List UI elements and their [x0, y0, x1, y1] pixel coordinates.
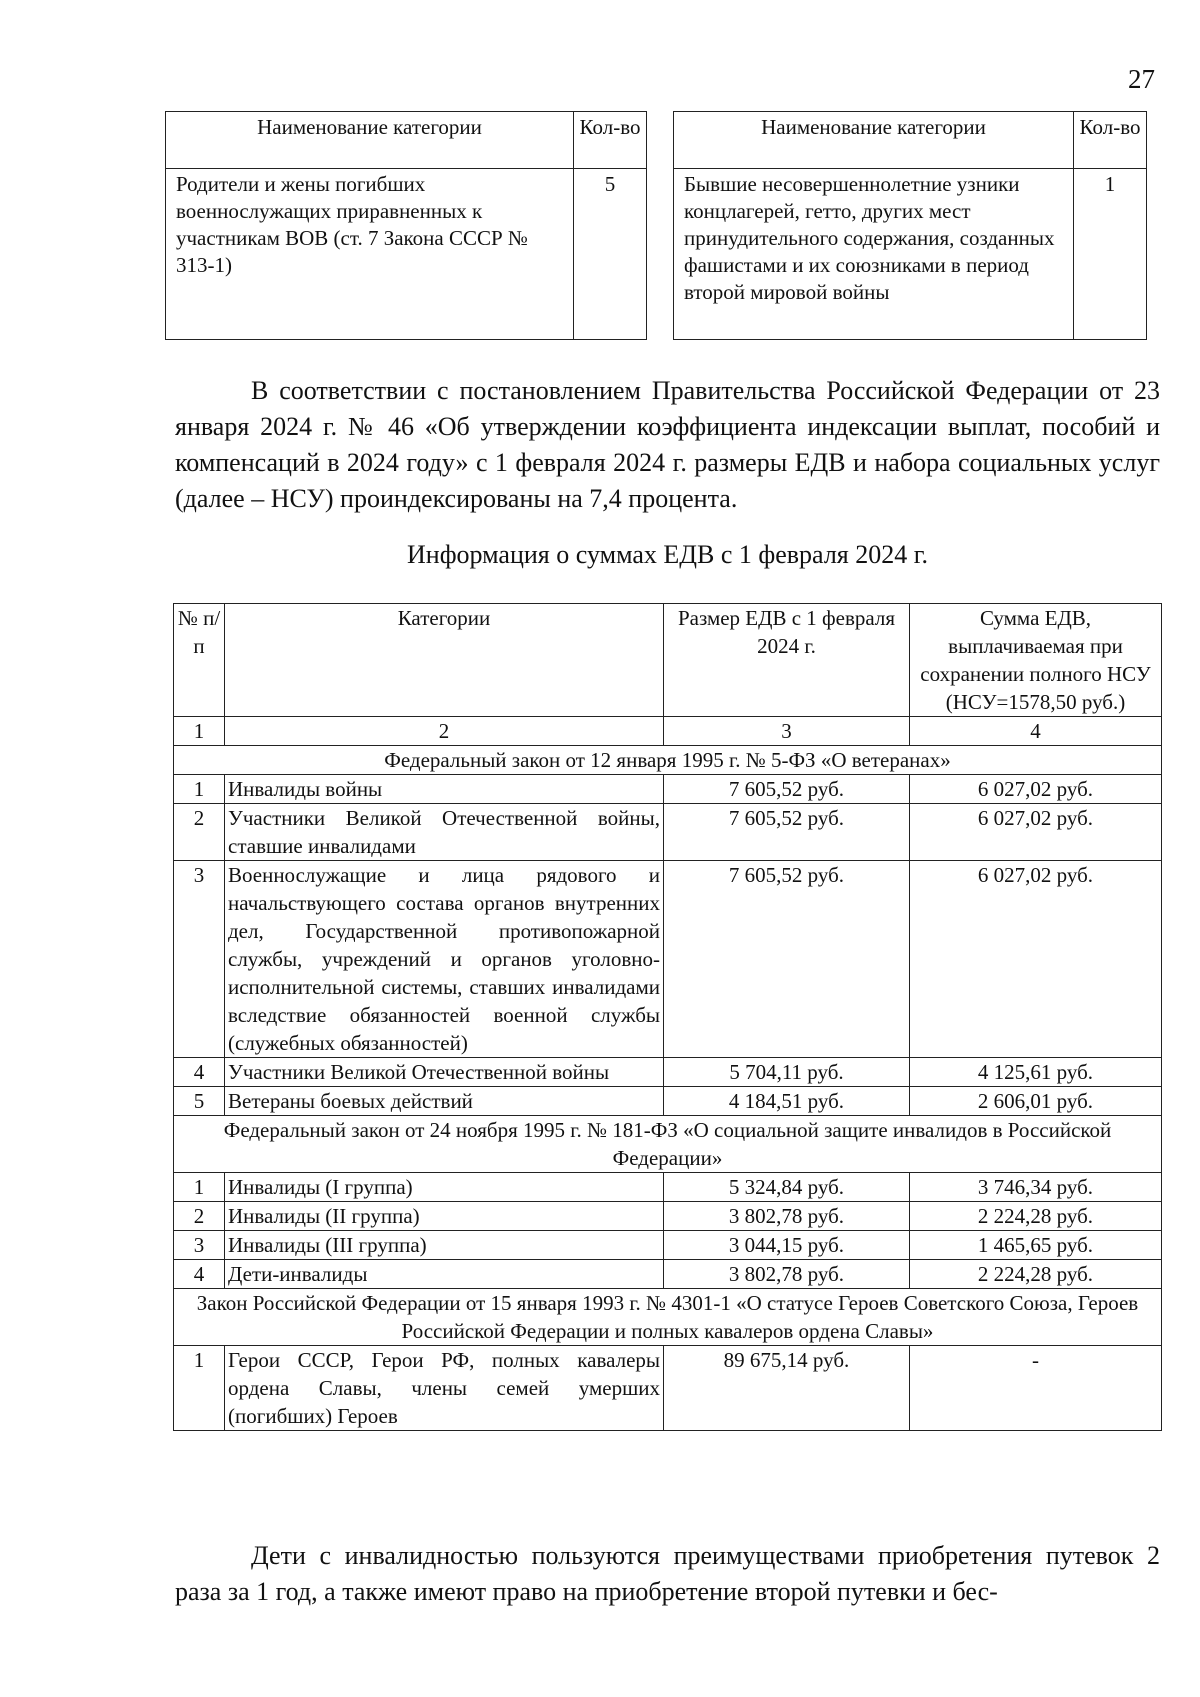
- section-row: [174, 1116, 1162, 1173]
- table-row: [174, 1087, 1162, 1116]
- row-amount-nsu: 6 027,02 руб.: [910, 861, 1162, 1058]
- table-row: [174, 1173, 1162, 1202]
- row-number: 2: [174, 804, 225, 861]
- row-number: 1: [174, 775, 225, 804]
- row-number: 3: [174, 1231, 225, 1260]
- row-amount: 89 675,14 руб.: [664, 1346, 910, 1431]
- section-row: [174, 1289, 1162, 1346]
- row-category: Военнослужащие и лица рядового и начальствующего состава органов внутренних дел, Государственной противопожарной службы, учреждений и органов уголовно-исполнительной системы, ставших инвалидами вследствие обязанностей военной службы (служебных обязанностей): [225, 861, 664, 1058]
- table-row: [174, 775, 1162, 804]
- qty-cell: 5: [574, 169, 647, 340]
- section-title: Закон Российской Федерации от 15 января 1993 г. № 4301-1 «О статусе Героев Советского Союза, Героев Российской Федерации и полных кавалеров ордена Славы»: [174, 1289, 1162, 1346]
- row-number: 1: [174, 1346, 225, 1431]
- row-amount: 4 184,51 руб.: [664, 1087, 910, 1116]
- edv-table: [173, 603, 1162, 1431]
- row-category: Инвалиды (III группа): [225, 1231, 664, 1260]
- row-amount-nsu: 6 027,02 руб.: [910, 804, 1162, 861]
- row-number: 4: [174, 1058, 225, 1087]
- header-category: Категории: [225, 604, 664, 717]
- table-row: [174, 804, 1162, 861]
- header-category: Наименование категории: [166, 112, 574, 169]
- row-number: 2: [174, 1202, 225, 1231]
- section-title: Федеральный закон от 12 января 1995 г. № 5-ФЗ «О ветеранах»: [174, 746, 1162, 775]
- row-category: Инвалиды (I группа): [225, 1173, 664, 1202]
- column-number: 1: [174, 717, 225, 746]
- indexation-paragraph: В соответствии с постановлением Правительства Российской Федерации от 23 января 2024 г. № 46 «Об утверждении коэффициента индексации выплат, пособий и компенсаций в 2024 году» с 1 февраля 2024 г. размеры ЕДВ и набора социальных услуг (далее – НСУ) проиндексированы на 7,4 процента.: [175, 376, 1160, 513]
- row-amount-nsu: -: [910, 1346, 1162, 1431]
- row-category: Инвалиды (II группа): [225, 1202, 664, 1231]
- table-row: [174, 1346, 1162, 1431]
- header-amount-nsu: Сумма ЕДВ, выплачиваемая при сохранении полного НСУ (НСУ=1578,50 руб.): [910, 604, 1162, 717]
- row-amount: 7 605,52 руб.: [664, 804, 910, 861]
- row-amount-nsu: 4 125,61 руб.: [910, 1058, 1162, 1087]
- row-amount: 7 605,52 руб.: [664, 775, 910, 804]
- row-amount: 5 704,11 руб.: [664, 1058, 910, 1087]
- header-category: Наименование категории: [674, 112, 1074, 169]
- row-category: Участники Великой Отечественной войны, ставшие инвалидами: [225, 804, 664, 861]
- row-number: 3: [174, 861, 225, 1058]
- row-amount: 5 324,84 руб.: [664, 1173, 910, 1202]
- row-amount-nsu: 3 746,34 руб.: [910, 1173, 1162, 1202]
- table-heading: Информация о суммах ЕДВ с 1 февраля 2024 г.: [407, 540, 928, 569]
- row-amount-nsu: 2 224,28 руб.: [910, 1202, 1162, 1231]
- column-number-row: [174, 717, 1162, 746]
- row-category: Инвалиды войны: [225, 775, 664, 804]
- row-number: 5: [174, 1087, 225, 1116]
- row-category: Участники Великой Отечественной войны: [225, 1058, 664, 1087]
- table-row: [174, 861, 1162, 1058]
- category-cell: Бывшие несовершеннолетние узники концлагерей, гетто, других мест принудительного содержания, созданных фашистами и их союзниками в период второй мировой войны: [674, 169, 1074, 340]
- section-row: [174, 746, 1162, 775]
- header-qty: Кол-во: [1074, 112, 1147, 169]
- row-number: 4: [174, 1260, 225, 1289]
- row-amount-nsu: 1 465,65 руб.: [910, 1231, 1162, 1260]
- row-amount: 3 044,15 руб.: [664, 1231, 910, 1260]
- row-number: 1: [174, 1173, 225, 1202]
- category-table-left: [165, 111, 647, 340]
- row-amount-nsu: 2 606,01 руб.: [910, 1087, 1162, 1116]
- table-row: [174, 1260, 1162, 1289]
- category-cell: Родители и жены погибших военнослужащих приравненных к участникам ВОВ (ст. 7 Закона СССР № 313-1): [166, 169, 574, 340]
- section-title: Федеральный закон от 24 ноября 1995 г. № 181-ФЗ «О социальной защите инвалидов в Российской Федерации»: [174, 1116, 1162, 1173]
- table-row: [174, 1202, 1162, 1231]
- row-amount: 7 605,52 руб.: [664, 861, 910, 1058]
- column-number: 3: [664, 717, 910, 746]
- children-paragraph: Дети с инвалидностью пользуются преимуществами приобретения путевок 2 раза за 1 год, а также имеют право на приобретение второй путевки и бес-: [175, 1541, 1160, 1606]
- column-number: 4: [910, 717, 1162, 746]
- row-category: Ветераны боевых действий: [225, 1087, 664, 1116]
- header-qty: Кол-во: [574, 112, 647, 169]
- category-table-right: [673, 111, 1147, 340]
- row-category: Дети-инвалиды: [225, 1260, 664, 1289]
- header-amount: Размер ЕДВ с 1 февраля 2024 г.: [664, 604, 910, 717]
- table-header-row: [174, 604, 1162, 717]
- row-category: Герои СССР, Герои РФ, полных кавалеры ордена Славы, члены семей умерших (погибших) Героев: [225, 1346, 664, 1431]
- qty-cell: 1: [1074, 169, 1147, 340]
- row-amount: 3 802,78 руб.: [664, 1260, 910, 1289]
- row-amount-nsu: 6 027,02 руб.: [910, 775, 1162, 804]
- column-number: 2: [225, 717, 664, 746]
- page-number: 27: [1128, 64, 1155, 94]
- header-num: № п/п: [174, 604, 225, 717]
- row-amount: 3 802,78 руб.: [664, 1202, 910, 1231]
- table-row: [174, 1058, 1162, 1087]
- row-amount-nsu: 2 224,28 руб.: [910, 1260, 1162, 1289]
- table-row: [174, 1231, 1162, 1260]
